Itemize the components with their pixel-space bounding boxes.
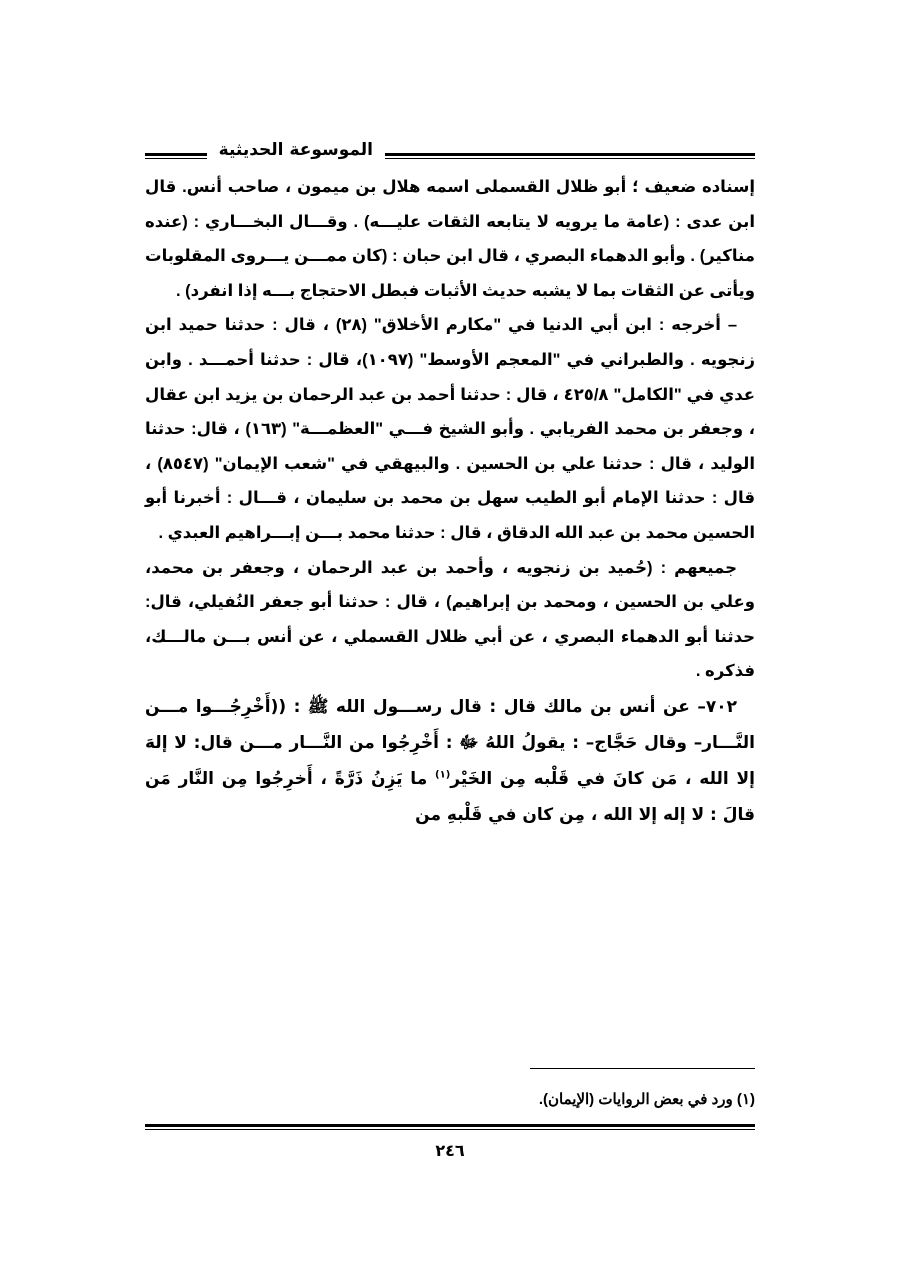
isnad-verdict: إسناده ضعيف ؛	[632, 178, 755, 196]
page-header	[145, 138, 755, 170]
footnote: (١) ورد في بعض الروايات (الإيمان).	[538, 1091, 755, 1108]
hadith-text-continued: ما يَزِنُ ذَرَّةً ، أَخرِجُوا مِن النَّار مَن قالَ : لا إله إلا الله ، مِن كان في قَلْبهِ من	[145, 768, 755, 825]
page-title: الموسوعة الحديثية	[218, 140, 373, 160]
paragraph-isnad-grading	[145, 170, 755, 308]
header-rule-right	[385, 153, 755, 159]
footnote-separator	[530, 1068, 755, 1069]
paragraph-chain-summary	[145, 551, 755, 689]
footer-rule	[145, 1124, 755, 1130]
paragraph-takhrij	[145, 308, 755, 550]
paragraph-text: أبو ظلال القسملى اسمه هلال بن ميمون ، صاحب أنس. قال ابن عدى : (عامة ما يرويه لا يتابعه الثقات عليـــه) . وقـــال البخـــاري : (عنده مناكير) . وأبو الدهماء البصري ، قال ابن حبان : (كان ممـــن يـــروى المقلوبات ويأتى عن الثقات بما لا يشبه حديث الأثبات فبطل الاحتجاج بـــه إذا انفرد) .	[145, 178, 755, 300]
hadith-702	[145, 689, 755, 833]
body-text	[145, 170, 755, 689]
paragraph-text: جميعهم : (حُميد بن زنجويه ، وأحمد بن عبد الرحمان ، وجعفر بن محمد، وعلي بن الحسين ، ومحمد بن إبراهيم) ، قال : حدثنا أبو جعفر النُفيلي، قال: حدثنا أبو الدهماء البصري ، عن أبي ظلال القسملي ، عن أنس بـــن مالـــك، فذكره .	[145, 558, 755, 681]
book-page	[145, 138, 755, 1268]
header-rule-left	[145, 153, 207, 159]
page-number: ٢٤٦	[435, 1141, 465, 1160]
footnote-marker: (١)	[435, 769, 451, 781]
paragraph-text: – أخرجه : ابن أبي الدنيا في "مكارم الأخلاق" (٢٨) ، قال : حدثنا حميد ابن زنجويه . والطبراني في "المعجم الأوسط" (١٠٩٧)، قال : حدثنا أحمـــد . وابن عدي في "الكامل" ٤٢٥/٨ ، قال : حدثنا أحمد بن عبد الرحمان بن يزيد ابن عقال ، وجعفر بن محمد الفريابي . وأبو الشيخ فـــي "العظمـــة" (١٦٣) ، قال: حدثنا الوليد ، قال : حدثنا علي بن الحسين . والبيهقي في "شعب الإيمان" (٨٥٤٧) ، قال : حدثنا الإمام أبو الطيب سهل بن محمد بن سليمان ، قـــال : أخبرنا أبو الحسين محمد بن عبد الله الدقاق ، قال : حدثنا محمد بـــن إبـــراهيم العبدي .	[145, 316, 756, 542]
hadith-text: ٧٠٢– عن أنس بن مالك قال : قال رســـول الله ﷺ : ((أَخْرِجُـــوا مـــن النَّـــار– وقال حَجَّاج– : يقولُ اللهُ ﷻ : أَخْرِجُوا من النَّـــار مـــن قال: لا إلهَ إلا الله ، مَن كانَ في قَلْبه مِن الخَيْر	[145, 696, 756, 789]
